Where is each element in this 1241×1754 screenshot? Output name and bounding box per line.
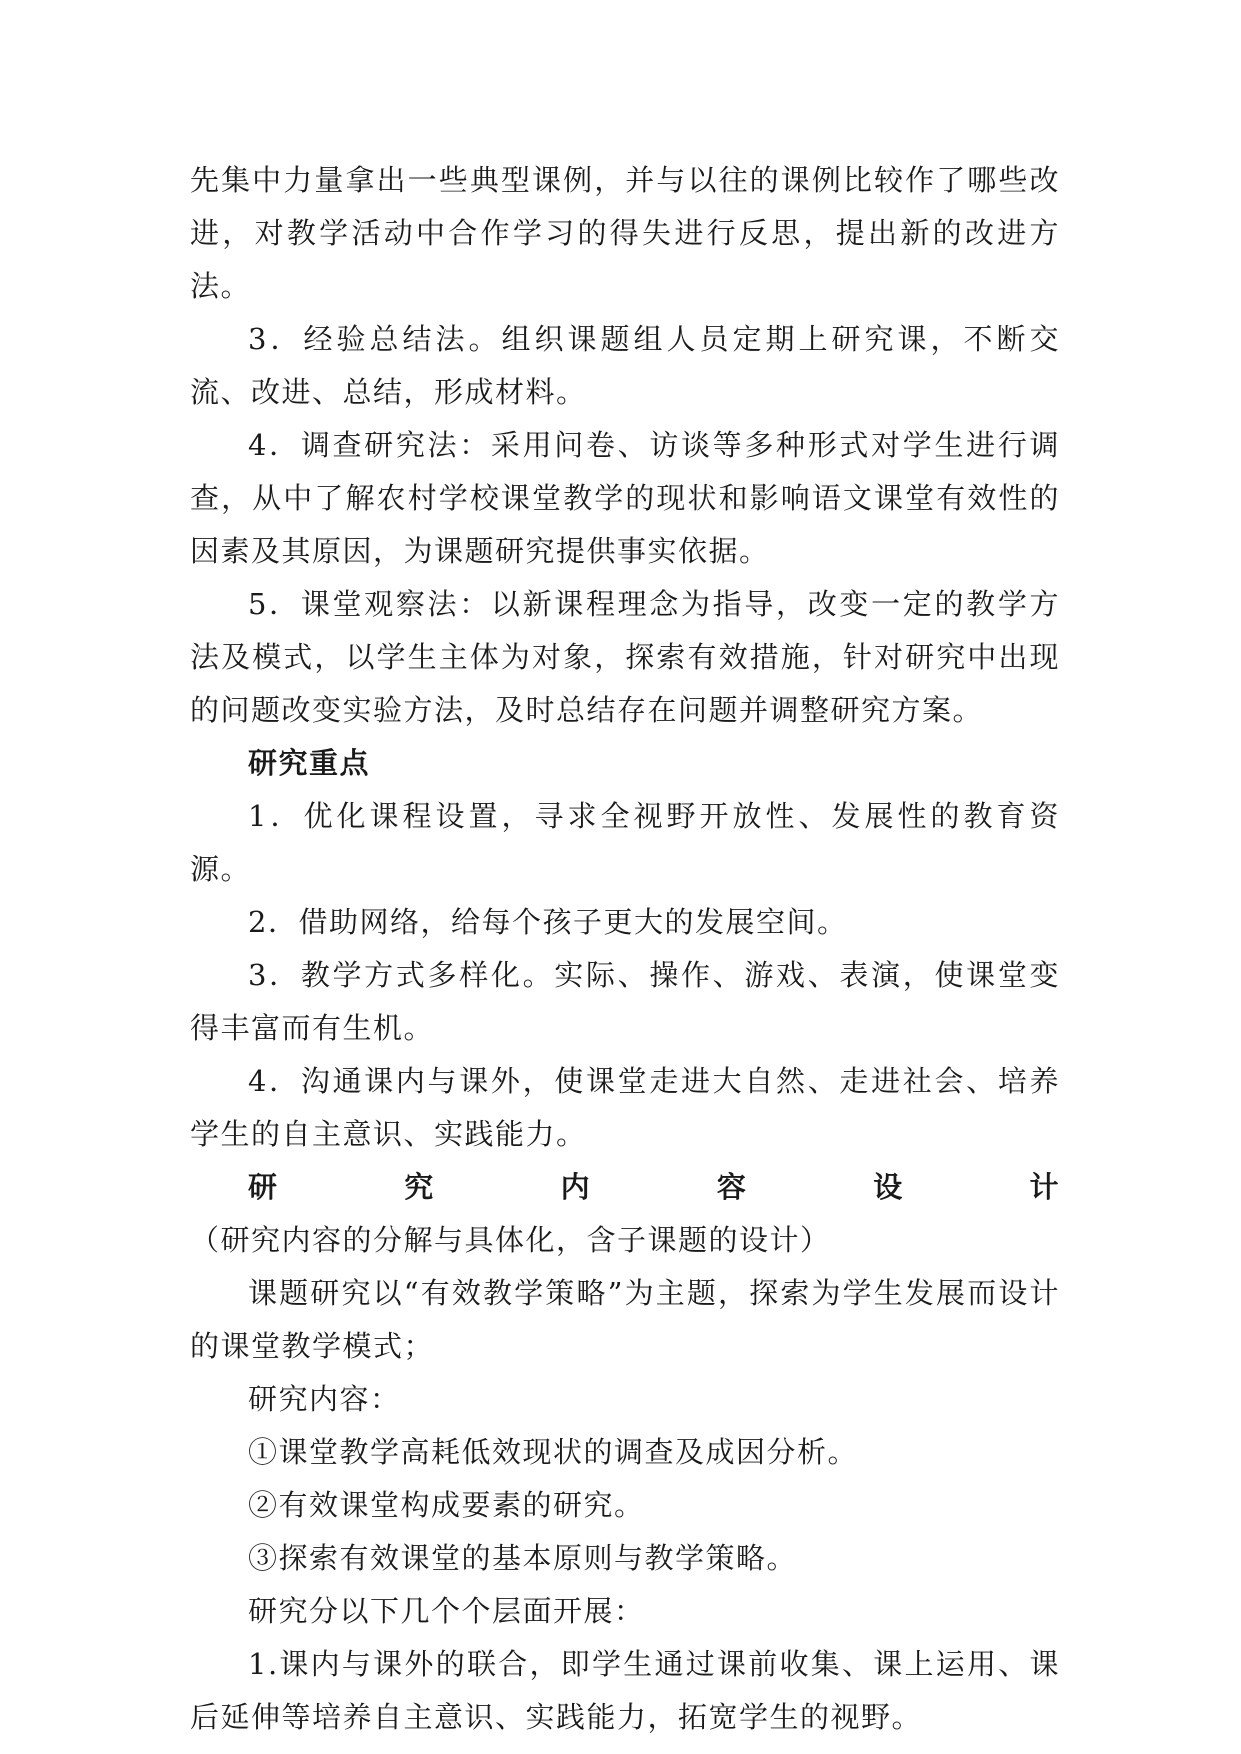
focus-item-1: 1．优化课程设置，寻求全视野开放性、发展性的教育资源。	[190, 799, 1060, 886]
focus-item-4: 4．沟通课内与课外，使课堂走进大自然、走进社会、培养学生的自主意识、实践能力。	[190, 1064, 1060, 1151]
content-item-3: ③探索有效课堂的基本原则与教学策略。	[248, 1541, 798, 1575]
paragraph-observation-method: 5．课堂观察法：以新课程理念为指导，改变一定的教学方法及模式，以学生主体为对象，探索有效措施，针对研究中出现的问题改变实验方法，及时总结存在问题并调整研究方案。	[190, 587, 1060, 727]
content-item-2: ②有效课堂构成要素的研究。	[248, 1488, 645, 1522]
paragraph-levels-intro: 研究分以下几个个层面开展：	[248, 1594, 645, 1628]
focus-item-3: 3．教学方式多样化。实际、操作、游戏、表演，使课堂变得丰富而有生机。	[190, 958, 1060, 1045]
heading-research-focus: 研究重点	[248, 746, 371, 780]
paragraph-survey-method: 4．调查研究法：采用问卷、访谈等多种形式对学生进行调查，从中了解农村学校课堂教学的现状和影响语文课堂有效性的因素及其原因，为课题研究提供事实依据。	[190, 428, 1060, 568]
heading-content-design: 研究内容设计	[248, 1170, 1060, 1204]
heading-content-design-line	[190, 1161, 1060, 1267]
content-item-1: ①课堂教学高耗低效现状的调查及成因分析。	[248, 1435, 859, 1469]
heading-content-design-note: （研究内容的分解与具体化，含子课题的设计）	[190, 1223, 831, 1257]
paragraph-case-study: 先集中力量拿出一些典型课例，并与以往的课例比较作了哪些改进，对教学活动中合作学习的得失进行反思，提出新的改进方法。	[190, 163, 1060, 303]
document-body	[190, 154, 1060, 1744]
focus-item-2: 2．借助网络，给每个孩子更大的发展空间。	[248, 905, 848, 939]
paragraph-experience-summary: 3．经验总结法。组织课题组人员定期上研究课，不断交流、改进、总结，形成材料。	[190, 322, 1060, 409]
paragraph-research-content-label: 研究内容：	[248, 1382, 401, 1416]
level-item-1: 1.课内与课外的联合，即学生通过课前收集、课上运用、课后延伸等培养自主意识、实践能力，拓宽学生的视野。	[190, 1647, 1060, 1734]
paragraph-topic-intro: 课题研究以“有效教学策略”为主题，探索为学生发展而设计的课堂教学模式；	[190, 1276, 1060, 1363]
